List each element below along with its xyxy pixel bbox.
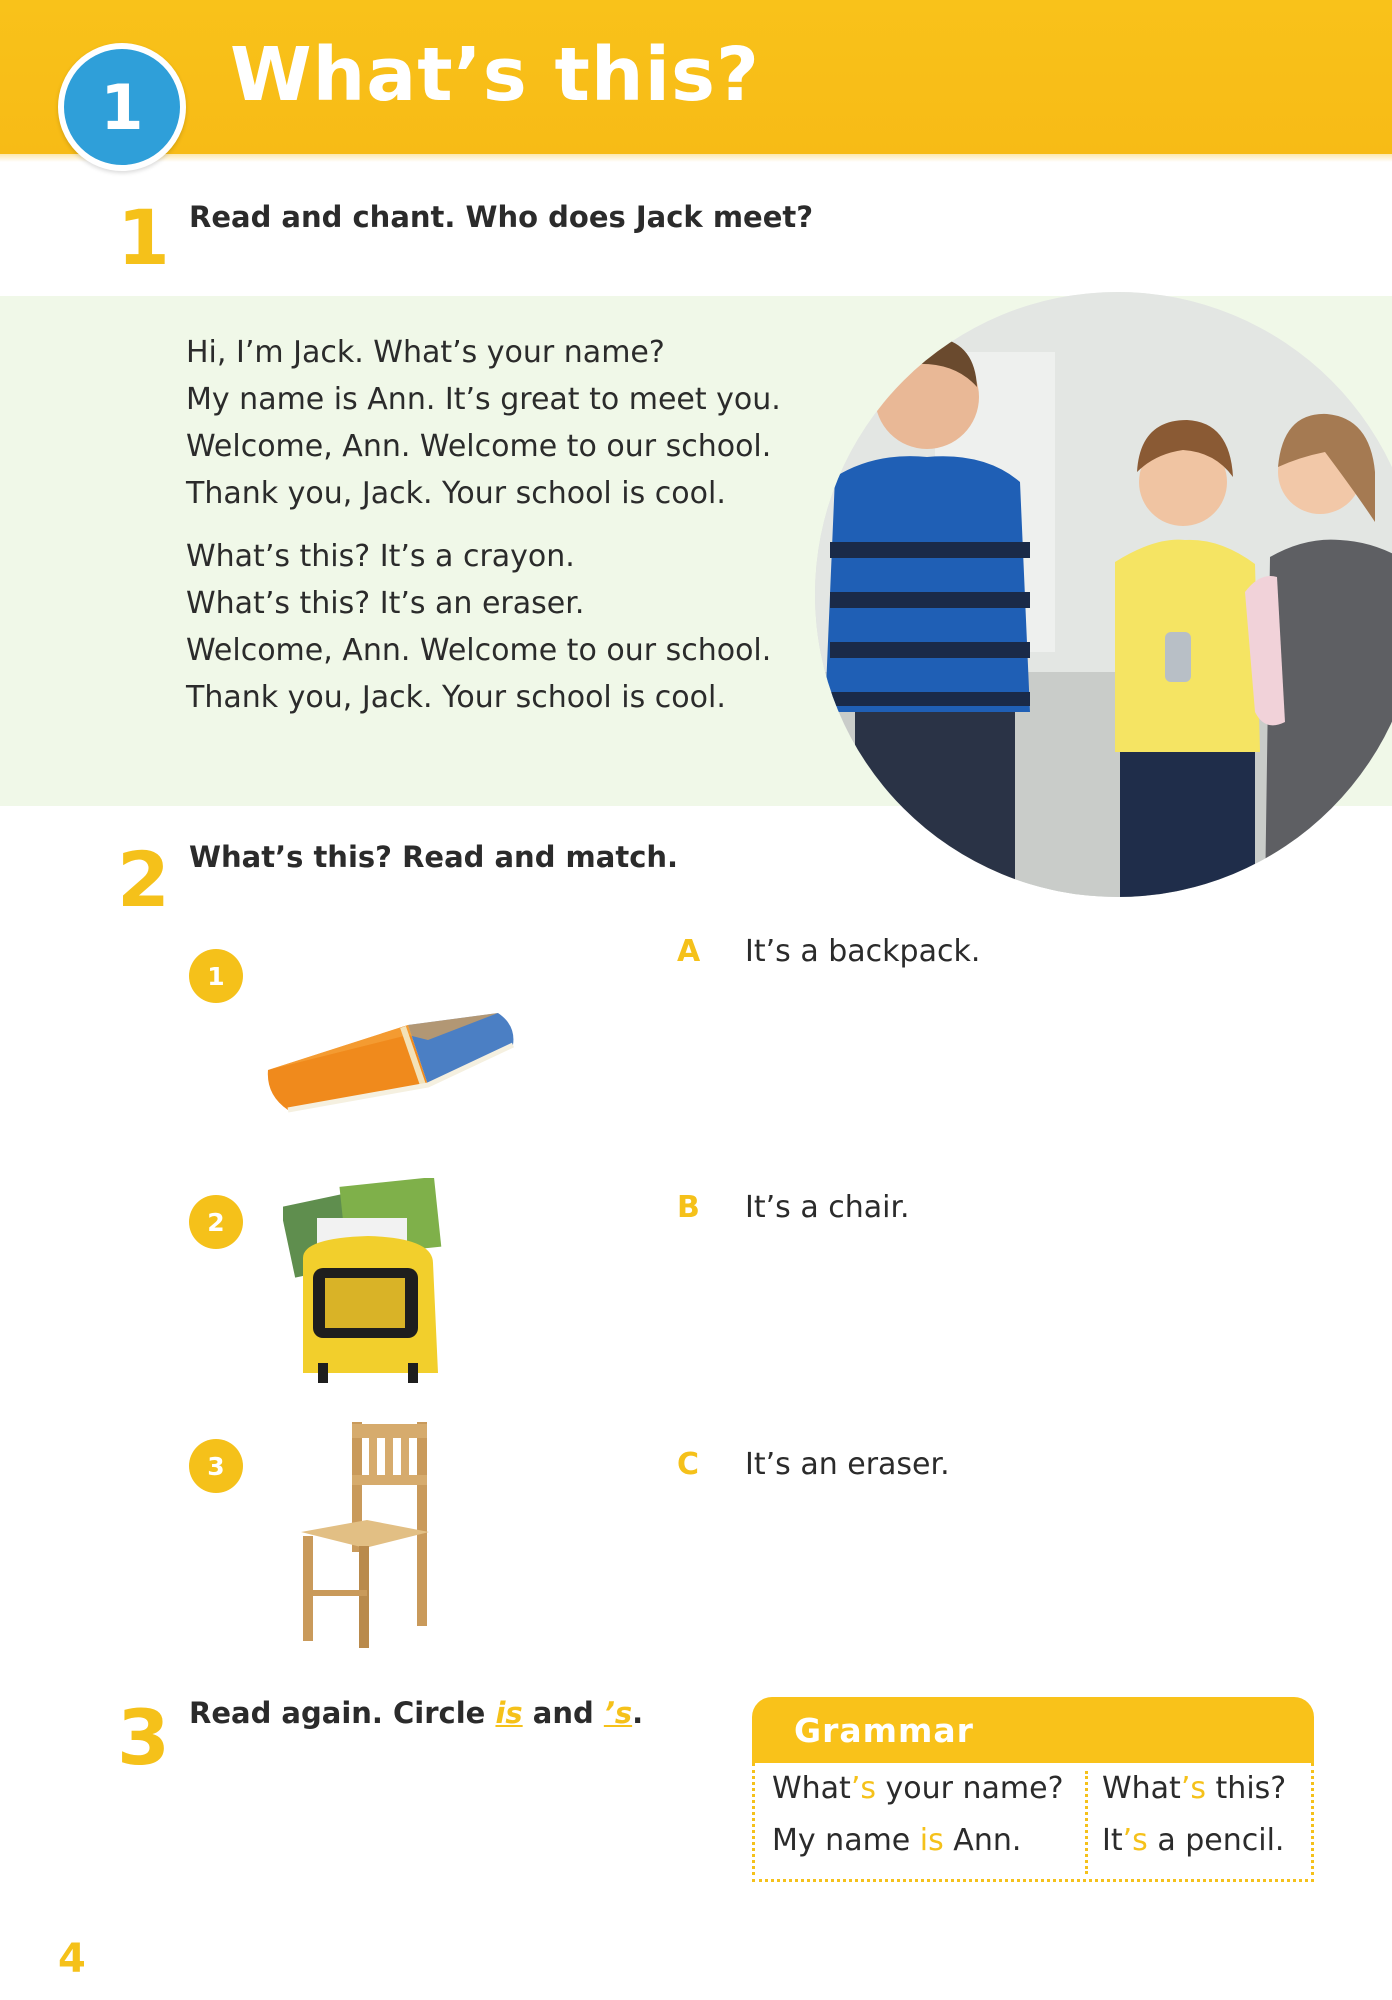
eraser-icon	[258, 985, 518, 1120]
unit-title: What’s this?	[230, 32, 760, 118]
chant-line: What’s this? It’s a crayon.	[186, 539, 575, 574]
grammar-line: What’s your name?	[772, 1771, 1064, 1806]
exercise-instruction: What’s this? Read and match.	[189, 840, 679, 874]
sentence-letter: C	[677, 1447, 700, 1482]
sentence-text: It’s a chair.	[745, 1190, 910, 1225]
item-number-badge: 3	[189, 1439, 243, 1493]
grammar-title: Grammar	[794, 1711, 974, 1750]
instruction-text: and	[522, 1696, 604, 1730]
page-number: 4	[58, 1936, 86, 1982]
grammar-line: My name is Ann.	[772, 1823, 1022, 1858]
grammar-divider	[1085, 1771, 1088, 1874]
highlight-s: ’s	[603, 1696, 633, 1730]
chant-line: Thank you, Jack. Your school is cool.	[186, 680, 726, 715]
chant-stanza-2	[186, 533, 771, 721]
children-photo	[815, 292, 1392, 897]
chant-line: Welcome, Ann. Welcome to our school.	[186, 429, 772, 464]
chant-line: Hi, I’m Jack. What’s your name?	[186, 335, 665, 370]
grammar-header	[752, 1697, 1314, 1763]
grammar-body	[752, 1763, 1314, 1882]
highlight-is: is	[495, 1696, 523, 1730]
sentence-text: It’s a backpack.	[745, 934, 981, 969]
exercise-number: 3	[117, 1693, 170, 1782]
grammar-box	[752, 1697, 1314, 1882]
chant-line: What’s this? It’s an eraser.	[186, 586, 585, 621]
chant-line: My name is Ann. It’s great to meet you.	[186, 382, 781, 417]
item-number-badge: 1	[189, 949, 243, 1003]
sentence-text: It’s an eraser.	[745, 1447, 950, 1482]
instruction-text: .	[632, 1696, 644, 1730]
unit-number-badge: 1	[58, 43, 186, 171]
chant-line: Welcome, Ann. Welcome to our school.	[186, 633, 772, 668]
item-number-badge: 2	[189, 1195, 243, 1249]
sentence-letter: A	[677, 934, 701, 969]
exercise-instruction	[189, 1696, 643, 1730]
grammar-line: What’s this?	[1102, 1771, 1287, 1806]
exercise-instruction: Read and chant. Who does Jack meet?	[189, 200, 814, 234]
grammar-line: It’s a pencil.	[1102, 1823, 1285, 1858]
sentence-letter: B	[677, 1190, 700, 1225]
exercise-number: 1	[117, 193, 170, 282]
chair-icon	[297, 1420, 437, 1650]
chant-line: Thank you, Jack. Your school is cool.	[186, 476, 726, 511]
chant-stanza-1	[186, 329, 781, 517]
instruction-text: Read again. Circle	[189, 1696, 496, 1730]
backpack-icon	[283, 1178, 453, 1383]
exercise-number: 2	[117, 835, 170, 924]
